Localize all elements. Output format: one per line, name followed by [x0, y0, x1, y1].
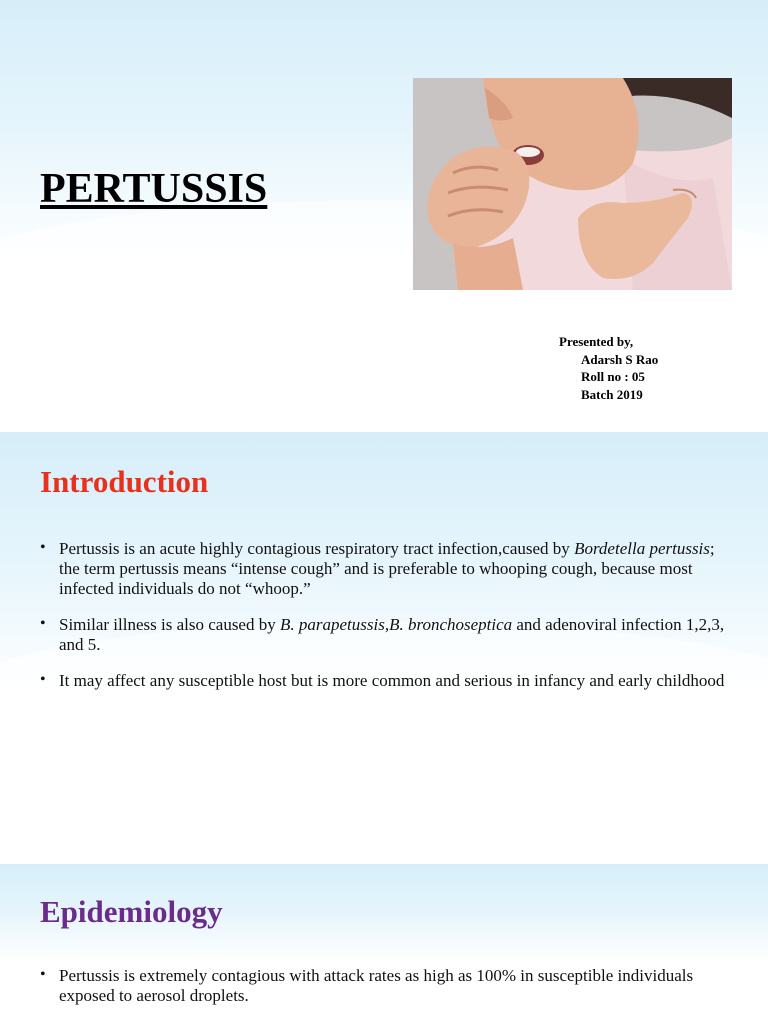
introduction-title: Introduction: [40, 464, 209, 499]
bullet-text: It may affect any susceptible host but is more common and serious in infancy and early childhood: [59, 671, 725, 690]
epidemiology-bullet-list: [40, 966, 730, 1022]
photo-illustration: [413, 78, 732, 290]
bullet-text: and adenoviral infection 1,2,3, and 5.: [59, 615, 725, 654]
presenter-info: [559, 333, 658, 403]
epidemiology-slide: [0, 864, 768, 1024]
bullet-italic-text: Bordetella pertussis: [574, 539, 710, 558]
bullet-text: Similar illness is also caused by: [59, 615, 280, 634]
presenter-batch: Batch 2019: [581, 386, 643, 402]
bullet-italic-text: B. parapetussis,B. bronchoseptica: [279, 615, 513, 634]
list-item: [40, 966, 730, 1006]
introduction-slide: [0, 432, 768, 864]
bullet-icon: •: [40, 539, 46, 556]
presented-by-label: Presented by,: [559, 334, 634, 349]
person-coughing-photo: [413, 78, 732, 290]
bullet-icon: •: [40, 966, 46, 983]
introduction-bullet-list: [40, 539, 730, 707]
slide-title: PERTUSSIS: [40, 166, 268, 212]
bullet-text: Pertussis is extremely contagious with attack rates as high as 100% in susceptible individuals exposed to aerosol droplets.: [59, 966, 694, 1005]
bullet-text: Pertussis is an acute highly contagious respiratory tract infection,caused by: [59, 539, 575, 558]
bullet-text: ; the term pertussis means “intense cough” and is preferable to whooping cough, because most infected individuals do not “whoop.”: [59, 539, 715, 598]
bullet-icon: •: [40, 615, 46, 632]
presenter-roll: Roll no : 05: [581, 369, 645, 384]
presenter-name: Adarsh S Rao: [581, 351, 659, 367]
epidemiology-title: Epidemiology: [40, 894, 223, 929]
list-item: [40, 615, 730, 655]
list-item: [40, 671, 730, 691]
title-slide: [0, 0, 768, 432]
bullet-icon: •: [40, 671, 46, 688]
list-item: [40, 539, 730, 599]
